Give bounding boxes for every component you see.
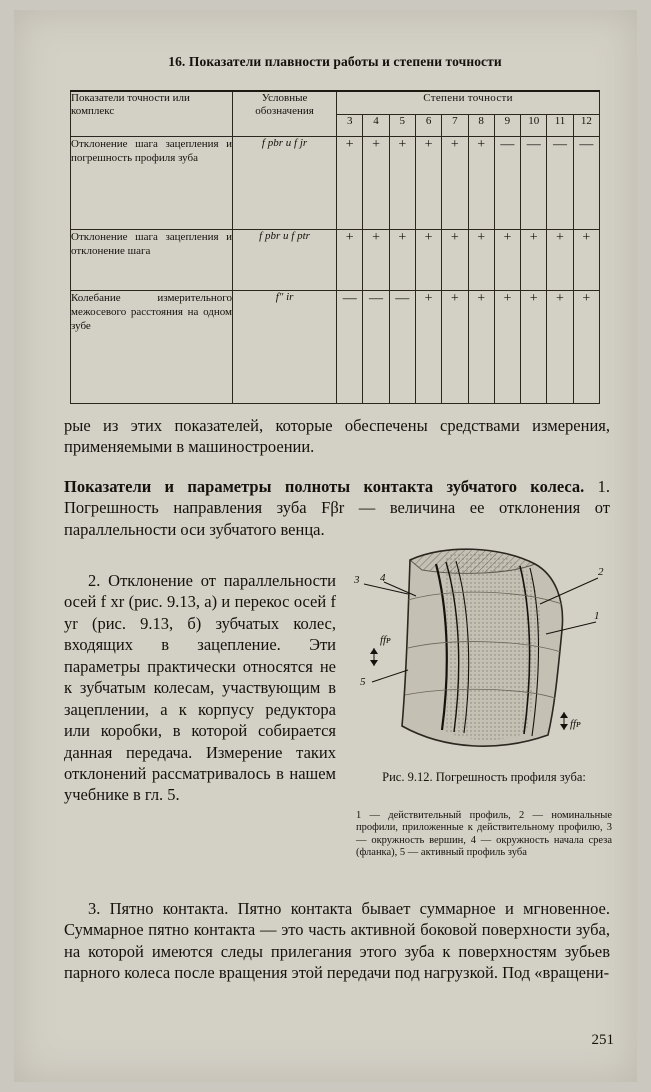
table-header-row [71, 91, 600, 114]
mark-3-8: + [468, 291, 494, 404]
grade-col-6: 6 [415, 114, 441, 136]
mark-1-9: — [494, 137, 520, 230]
table-title: 16. Показатели плавности работы и степени точности [168, 54, 502, 69]
row-symbol-2: f pbr и f ptr [233, 230, 337, 291]
row-symbol-3: f″ ir [233, 291, 337, 404]
callout-5: 5 [360, 676, 366, 688]
mark-1-6: + [415, 137, 441, 230]
mark-3-6: + [415, 291, 441, 404]
header-cell-symbols: Условные обозначения [233, 91, 337, 137]
mark-3-9: + [494, 291, 520, 404]
header-cell-indicator: Показатели точности или комплекс [71, 91, 233, 137]
figure-caption: Рис. 9.12. Погрешность профиля зуба: [382, 770, 586, 784]
mark-1-4: + [363, 137, 389, 230]
paragraph-axes-text: 2. Отклонение от параллельности осей f xr (рис. 9.13, а) и перекос осей f yr (рис. 9.13, б) зубчатых колес, входящих в зацепление. Эти параметры практически относятся не к зубчатым колесам, участвующим в зацеплении, а к корпусу редуктора или коробки, в которой собирается данная передача. Измерение таких отклонений рассматривалось в нашем учебнике в гл. 5. [64, 571, 336, 805]
grade-col-5: 5 [389, 114, 415, 136]
mark-2-12: + [573, 230, 599, 291]
callout-3: 3 [354, 574, 360, 586]
mark-3-5: — [389, 291, 415, 404]
grade-col-11: 11 [547, 114, 573, 136]
mark-3-7: + [442, 291, 468, 404]
mark-1-7: + [442, 137, 468, 230]
header-cell-grades: Степени точности [337, 91, 600, 114]
row-label-2: Отклонение шага зацепления и отклонение шага [71, 230, 233, 291]
mark-2-7: + [442, 230, 468, 291]
mark-2-11: + [547, 230, 573, 291]
paragraph-contact-patch [64, 898, 610, 984]
mark-1-5: + [389, 137, 415, 230]
row-symbol-1: f pbr и f jr [233, 137, 337, 230]
figure-gear-profile-error [350, 530, 612, 780]
grade-col-10: 10 [521, 114, 547, 136]
mark-2-8: + [468, 230, 494, 291]
mark-2-4: + [363, 230, 389, 291]
mark-3-3: — [337, 291, 363, 404]
mark-2-3: + [337, 230, 363, 291]
table-row [71, 137, 600, 230]
paragraph-axes-deviation [64, 570, 336, 806]
paragraph-continuation: рые из этих показателей, которые обеспечены средствами измерения, применяемыми в машиностроении. [64, 416, 610, 457]
grade-col-7: 7 [442, 114, 468, 136]
paragraph-lead-rest: 1. Погрешность направления зуба Fβr — величина ее отклонения от параллельности оси зубчатого венца. [64, 477, 611, 539]
grade-col-4: 4 [363, 114, 389, 136]
mark-1-11: — [547, 137, 573, 230]
figure-legend: 1 — действительный профиль, 2 — номинальные профили, приложенные к действительному профилю, 3 — окружность вершин, 4 — окружность начала среза (фланка), 5 — активный профиль зуба [356, 810, 612, 859]
grade-col-3: 3 [337, 114, 363, 136]
table-row [71, 230, 600, 291]
mark-2-5: + [389, 230, 415, 291]
mark-2-10: + [521, 230, 547, 291]
grade-col-8: 8 [468, 114, 494, 136]
callout-1: 1 [594, 610, 600, 622]
mark-2-9: + [494, 230, 520, 291]
paragraph-contact-text: 3. Пятно контакта. Пятно контакта бывает суммарное и мгновенное. Суммарное пятно контакта — это часть активной боковой поверхности зуба, на которой имеются следы прилегания этого зуба к поверхностям зубьев парного колеса после вращения этой передачи под нагрузкой. Под «вращени- [64, 899, 610, 983]
mark-2-6: + [415, 230, 441, 291]
mark-1-10: — [521, 137, 547, 230]
mark-1-12: — [573, 137, 599, 230]
mark-1-3: + [337, 137, 363, 230]
page-sheet [14, 10, 637, 1082]
label-ffp-left: ffᴘ [380, 634, 391, 646]
mark-3-4: — [363, 291, 389, 404]
grade-col-9: 9 [494, 114, 520, 136]
precision-table [70, 90, 600, 400]
row-label-3: Колебание измерительного межосевого расстояния на одном зубе [71, 291, 233, 404]
callout-2: 2 [598, 566, 604, 578]
label-ffp-right: ffᴘ [570, 718, 581, 730]
row-label-1: Отклонение шага зацепления и погрешность профиля зуба [71, 137, 233, 230]
mark-3-11: + [547, 291, 573, 404]
page-number: 251 [591, 1032, 614, 1048]
mark-3-10: + [521, 291, 547, 404]
table-row [71, 291, 600, 404]
callout-4: 4 [380, 572, 386, 584]
paragraph-lead-bold: Показатели и параметры полноты контакта зубчатого колеса. [64, 477, 585, 496]
mark-3-12: + [573, 291, 599, 404]
mark-1-8: + [468, 137, 494, 230]
grade-col-12: 12 [573, 114, 599, 136]
